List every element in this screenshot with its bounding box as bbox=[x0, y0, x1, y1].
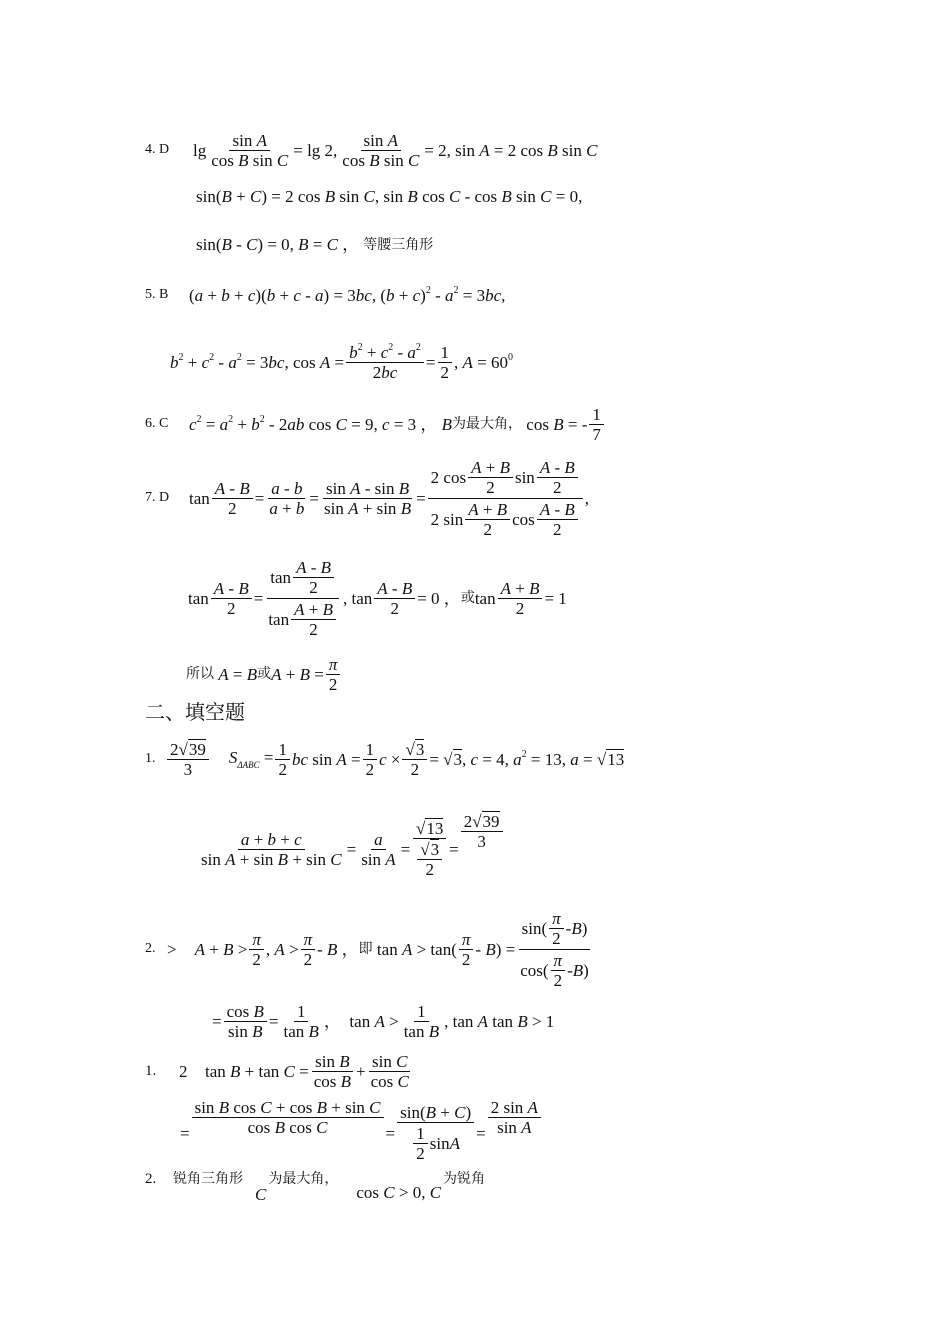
problem-4-line-1: 4. D lg $\frac{\text{sin A}}{\text{cos B sin C}}$ = lg 2, $\frac{\text{sin A}}{\text{cos B sin C}}$ = 2, sin A = 2 cos B sin C bbox=[145, 130, 598, 170]
fill-1b-line-2: = $\frac{\text{sin B cos C + cos B + sin C}}{\text{cos B cos C}}$ = sin(B + C) $\frac{1}{2}$ sin A = $\frac{\text{2 sin A}}{\text{sin A}}$ bbox=[180, 1098, 543, 1168]
acute-angle-text: 为锐角 bbox=[443, 1171, 486, 1187]
fill-1b-line-1: 1. 2 tan B + tan C = $\frac{\text{sin B}}{\text{cos B}}$ + $\frac{\text{sin C}}{\text{cos C}}$ bbox=[145, 1051, 409, 1091]
or-text: 或 bbox=[460, 590, 475, 606]
problem-5-number: 5. B bbox=[145, 287, 169, 302]
fill-2-line-1: 2. > A + B > $\frac{\pi}{2}$ , A > $\frac{\pi}{2}$ - B ， 即 tan A > tan( $\frac{\pi}{2}$ - B) = sin( $\frac{\pi}{2}$ - B ) cos( $\frac{\pi}{2}$ - B ) bbox=[145, 908, 589, 990]
fill-1-number: 1. bbox=[145, 751, 156, 766]
largest-angle-text-2: 为最大角， bbox=[268, 1171, 339, 1187]
problem-4-line-2: sin(B + C) = 2 cos B sin C, sin B cos C - cos B sin C = 0, bbox=[196, 187, 583, 206]
fill-1b-answer: 2 bbox=[179, 1061, 188, 1081]
problem-6-number: 6. C bbox=[145, 416, 169, 431]
isosceles-text: 等腰三角形 bbox=[363, 236, 434, 253]
largest-angle-text: 为最大角， bbox=[452, 416, 523, 432]
problem-7-line-2: tan $\frac{A - B}{2}$ = tan $\frac{A - B}{2}$ tan $\frac{A + B}{2}$ , tan $\frac{A - B}{2}$ = 0 ， 或 tan $\frac{A + B}{2}$ = 1 bbox=[188, 557, 567, 639]
section-title: 二、填空题 bbox=[145, 700, 245, 724]
fill-1b-number: 1. bbox=[145, 1062, 157, 1079]
fill-2-number: 2. bbox=[145, 941, 156, 956]
problem-5-line-2: $b^2 + c^2 - a^2 = 3bc$, cos A = $\frac{b^2 + c^2 - a^2}{2bc}$ = $\frac{1}{2}$ , $A = 60^0$ bbox=[170, 342, 513, 382]
problem-4-line-3: sin(B - C) = 0, B = C ， 等腰三角形 bbox=[196, 235, 434, 254]
problem-7-number: 7. D bbox=[145, 490, 170, 505]
fill-2-line-2: = $\frac{\text{cos B}}{\text{sin B}}$ = $\frac{1}{\text{tan B}}$ ， tan A > $\frac{1}{\text{tan B}}$ , tan A tan B > 1 bbox=[212, 1001, 555, 1041]
or-text-2: 或 bbox=[257, 666, 272, 682]
acute-triangle-text: 锐角三角形 bbox=[173, 1171, 243, 1187]
fill-2b-number: 2. bbox=[145, 1171, 157, 1187]
problem-5-line-1: 5. B (a + b + c)(b + c - a) = 3bc, $(b + c)^2 - a^2 = 3bc$, bbox=[145, 285, 506, 305]
fill-1-line-2: $\frac{a + b + c}{\text{sin A + sin B + sin C}}$ = $\frac{a}{\text{sin A}}$ = $\frac{√13}{\frac{√3}{2}}$ = $\frac{2√39}{3}$ bbox=[196, 810, 505, 888]
problem-7-line-3: 所以 A = B 或 A + B = $\frac{\pi}{2}$ bbox=[186, 652, 342, 696]
problem-4-number: 4. D bbox=[145, 142, 170, 157]
problem-6-line: 6. C $c^2 = a^2 + b^2 - 2ab$ cos C = 9, c = 3 ， B 为最大角， cos B = - $\frac{1}{7}$ bbox=[145, 402, 606, 446]
namely-text: 即 bbox=[358, 941, 373, 957]
problem-7-line-1: 7. D tan $\frac{A - B}{2}$ = $\frac{a - b}{a + b}$ = $\frac{\text{sin A - sin B}}{\text{sin A + sin B}}$ = 2 cos $\frac{A + B}{2}$ sin $\frac{A - B}{2}$ 2 sin $\frac{A + B}{2}$ cos $\frac{A - B}{2}$ , bbox=[145, 457, 590, 539]
fill-2-answer: > bbox=[167, 939, 177, 959]
so-text: 所以 bbox=[186, 666, 214, 682]
fill-1-line-1: 1. $\frac{2√39}{3}$ $S_{\Delta ABC}$ = $\frac{1}{2}$ bc sin A = $\frac{1}{2}$ c × $\frac{√3}{2}$ = √3, c = 4, $a^2 = 13$, a = √13 bbox=[145, 739, 625, 779]
fill-2b-line: 2. 锐角三角形 C 为最大角， cos C > 0, C 为锐角 bbox=[145, 1171, 486, 1204]
